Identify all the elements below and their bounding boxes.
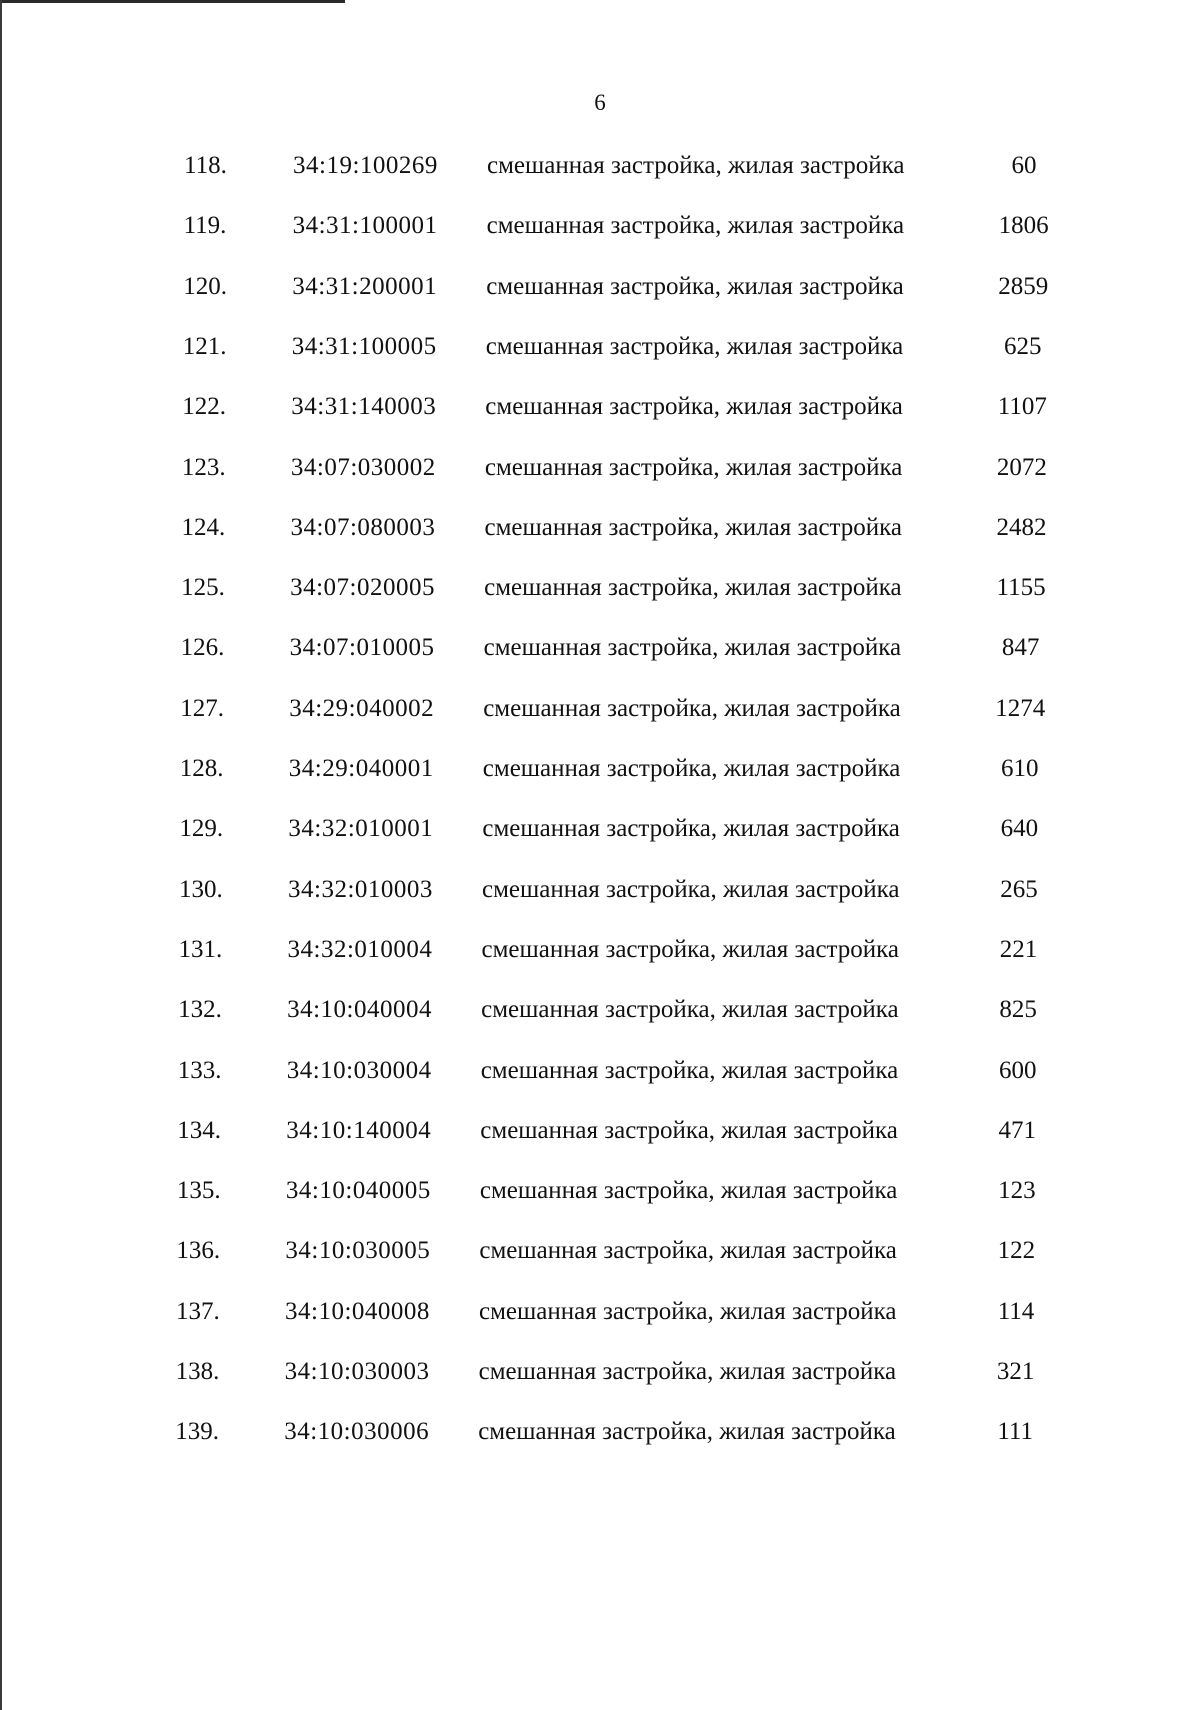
row-num: 132. [178, 996, 222, 1024]
row-desc: смешанная застройка, жилая застройка [480, 1116, 898, 1144]
page-number: 6 [594, 90, 606, 115]
table-row [0, 930, 1200, 970]
row-code: 34:10:040008 [285, 1297, 430, 1325]
table-row [0, 1352, 1200, 1392]
row-num: 131. [178, 935, 223, 963]
row-area: 610 [1001, 755, 1039, 782]
table-row [0, 870, 1200, 910]
row-num: 139. [175, 1418, 219, 1446]
row-code: 34:10:030003 [284, 1358, 430, 1385]
row-num: 124. [181, 513, 226, 541]
row-area: 265 [1000, 875, 1038, 903]
row-num: 134. [177, 1116, 222, 1144]
table-row [0, 568, 1200, 608]
row-code: 34:07:020005 [290, 574, 435, 602]
table-row [0, 146, 1200, 186]
row-area: 221 [999, 935, 1038, 963]
row-code: 34:07:030002 [290, 453, 436, 481]
row-code: 34:32:010003 [288, 875, 433, 903]
row-area: 1155 [996, 574, 1046, 602]
row-code: 34:07:080003 [290, 513, 436, 541]
row-desc: смешанная застройка, жилая застройка [486, 272, 904, 300]
row-num: 119. [183, 212, 227, 240]
row-desc: смешанная застройка, жилая застройка [481, 935, 900, 963]
table-row [0, 1292, 1200, 1332]
row-area: 2859 [998, 272, 1049, 300]
row-area: 600 [998, 1056, 1037, 1084]
row-code: 34:32:010001 [288, 815, 434, 843]
row-num: 121. [182, 332, 227, 360]
table-row [0, 1412, 1200, 1452]
table-row [0, 1171, 1200, 1211]
row-desc: смешанная застройка, жилая застройка [479, 1297, 897, 1325]
row-area: 321 [996, 1358, 1035, 1385]
row-code: 34:10:030004 [286, 1056, 432, 1084]
row-code: 34:31:140003 [291, 393, 437, 421]
row-desc: смешанная застройка, жилая застройка [482, 755, 901, 782]
table-row [0, 267, 1200, 307]
row-desc: смешанная застройка, жилая застройка [486, 212, 905, 240]
row-desc: смешанная застройка, жилая застройка [484, 574, 902, 602]
row-num: 123. [181, 453, 226, 481]
row-code: 34:31:100005 [291, 332, 437, 360]
row-num: 137. [176, 1297, 220, 1325]
row-code: 34:10:030005 [285, 1237, 431, 1265]
row-desc: смешанная застройка, жилая застройка [483, 634, 902, 662]
row-desc: смешанная застройка, жилая застройка [485, 332, 904, 360]
row-num: 128. [179, 755, 224, 782]
row-area: 471 [998, 1116, 1037, 1144]
row-num: 129. [179, 815, 224, 843]
row-area: 1274 [995, 694, 1046, 722]
row-code: 34:29:040002 [289, 694, 435, 722]
row-desc: смешанная застройка, жилая застройка [482, 875, 900, 903]
row-num: 133. [177, 1056, 222, 1084]
row-desc: смешанная застройка, жилая застройка [484, 513, 903, 541]
row-desc: смешанная застройка, жилая застройка [478, 1418, 896, 1446]
row-code: 34:10:040005 [285, 1177, 431, 1205]
row-num: 135. [176, 1177, 221, 1205]
table-row [0, 809, 1200, 849]
row-area: 625 [1003, 332, 1042, 360]
row-code: 34:31:100001 [292, 212, 438, 240]
table-row [0, 990, 1200, 1030]
table-row [0, 628, 1200, 668]
table-row [0, 448, 1200, 488]
row-desc: смешанная застройка, жилая застройка [483, 694, 901, 722]
table-row [0, 749, 1200, 789]
table-row [0, 387, 1200, 427]
row-area: 847 [1001, 634, 1040, 662]
row-desc: смешанная застройка, жилая застройка [478, 1358, 897, 1385]
row-num: 125. [181, 574, 225, 602]
row-desc: смешанная застройка, жилая застройка [481, 996, 899, 1024]
row-area: 111 [997, 1418, 1034, 1446]
row-code: 34:10:040004 [287, 996, 432, 1024]
row-num: 118. [184, 152, 227, 179]
table-row [0, 1051, 1200, 1091]
row-num: 122. [182, 393, 227, 421]
row-area: 123 [998, 1177, 1036, 1205]
row-area: 2072 [996, 453, 1047, 481]
table-row [0, 508, 1200, 548]
row-num: 136. [176, 1237, 221, 1265]
row-code: 34:31:200001 [292, 272, 438, 300]
table-row [0, 689, 1200, 729]
table-row [0, 327, 1200, 367]
row-desc: смешанная застройка, жилая застройка [485, 393, 903, 421]
row-area: 640 [1000, 815, 1039, 843]
row-num: 138. [175, 1358, 220, 1385]
row-code: 34:32:010004 [287, 935, 433, 963]
row-area: 60 [1011, 152, 1037, 179]
row-desc: смешанная застройка, жилая застройка [480, 1056, 899, 1084]
row-area: 2482 [996, 513, 1047, 541]
row-area: 1806 [998, 212, 1049, 240]
row-code: 34:19:100269 [293, 152, 438, 179]
row-code: 34:10:140004 [286, 1116, 432, 1144]
row-area: 114 [997, 1297, 1035, 1325]
row-desc: смешанная застройка, жилая застройка [482, 815, 900, 843]
row-area: 1107 [997, 393, 1047, 421]
row-num: 126. [180, 634, 225, 662]
row-num: 120. [183, 272, 227, 300]
row-area: 122 [997, 1237, 1036, 1265]
row-area: 825 [999, 996, 1037, 1024]
row-desc: смешанная застройка, жилая застройка [487, 152, 905, 179]
row-desc: смешанная застройка, жилая застройка [479, 1177, 898, 1205]
row-code: 34:07:010005 [289, 634, 435, 662]
table-row [0, 206, 1200, 246]
row-code: 34:29:040001 [288, 755, 434, 782]
table-row [0, 1231, 1200, 1271]
row-num: 130. [179, 875, 223, 903]
row-num: 127. [180, 694, 224, 722]
row-desc: смешанная застройка, жилая застройка [479, 1237, 897, 1265]
row-code: 34:10:030006 [284, 1418, 430, 1446]
row-desc: смешанная застройка, жилая застройка [484, 453, 903, 481]
table-row [0, 1111, 1200, 1151]
